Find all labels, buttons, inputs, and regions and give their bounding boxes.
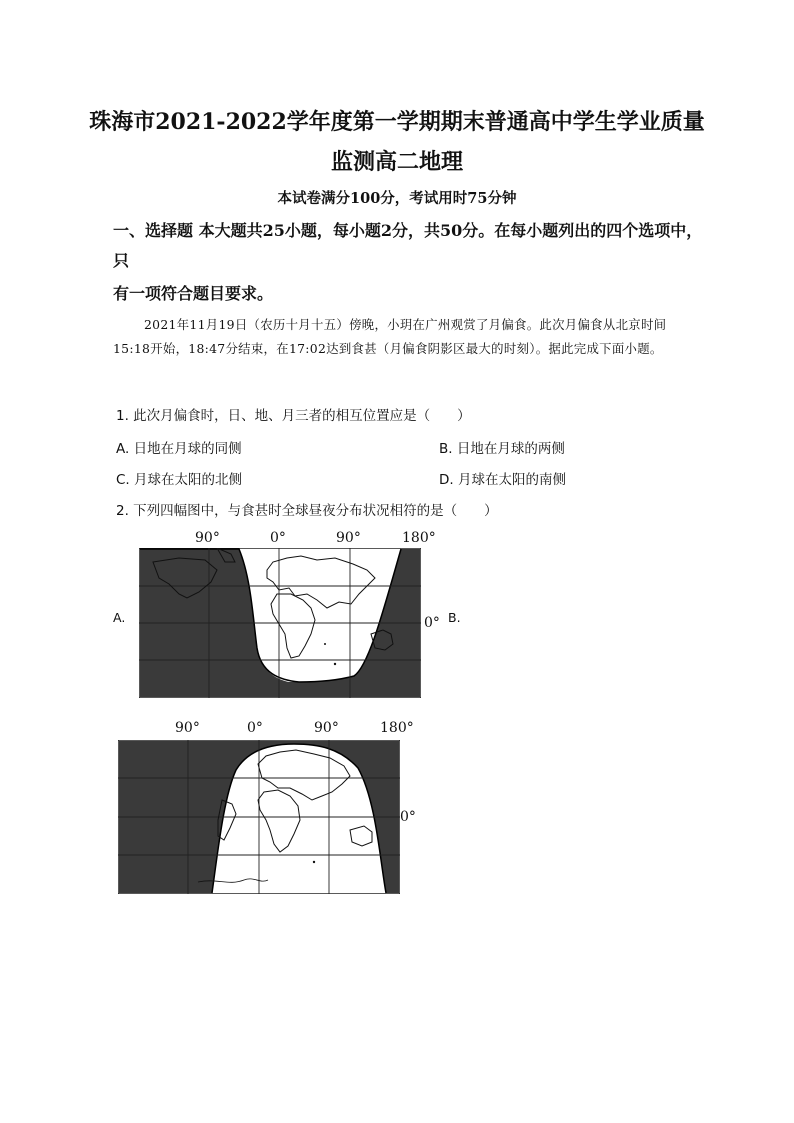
- question-1-option-a[interactable]: A. 日地在月球的同侧: [116, 441, 242, 457]
- exam-title-line1: 珠海市2021-2022学年度第一学期期末普通高中学生学业质量: [89, 109, 705, 135]
- map-a-option-label[interactable]: A.: [113, 610, 126, 625]
- map-a-lon-label-90e: 90°: [336, 530, 361, 546]
- map-b-lon-label-90w: 90°: [175, 720, 200, 736]
- map-b-dots: [313, 861, 315, 863]
- map-b-lon-label-0: 0°: [247, 720, 263, 736]
- reading-passage: 2021年11月19日（农历十月十五）傍晚，小玥在广州观赏了月偏食。此次月偏食从北京时间15:18开始，18:47分结束，在17:02达到食甚（月偏食阴影区最大的时刻）。据此完成下面小题。: [113, 317, 667, 357]
- section-instruction-line1: 一、选择题 本大题共25小题，每小题2分，共50分。在每小题列出的四个选项中，: [113, 221, 703, 240]
- section-instruction-line2: 只: [113, 251, 130, 270]
- map-a-lon-label-0: 0°: [270, 530, 286, 546]
- map-a-lon-label-180: 180°: [402, 530, 436, 546]
- map-b-equator-label: 0°: [400, 809, 416, 825]
- map-b-lon-label-180: 180°: [380, 720, 414, 736]
- day-night-map-a[interactable]: [139, 548, 421, 698]
- section-instruction-line3: 有一项符合题目要求。: [113, 284, 274, 303]
- map-a-lon-label-90w: 90°: [195, 530, 220, 546]
- question-1-option-c[interactable]: C. 月球在太阳的北侧: [116, 472, 243, 488]
- question-1-option-b[interactable]: B. 日地在月球的两侧: [439, 441, 565, 457]
- map-b-option-label[interactable]: B.: [448, 610, 461, 625]
- exam-subtitle: 本试卷满分100分，考试用时75分钟: [277, 190, 517, 207]
- day-night-map-b[interactable]: [118, 740, 400, 894]
- exam-title-line2: 监测高二地理: [330, 149, 463, 175]
- map-b-lon-label-90e: 90°: [314, 720, 339, 736]
- question-2-stem: 2. 下列四幅图中，与食甚时全球昼夜分布状况相符的是（ ）: [116, 503, 498, 519]
- question-1-option-d[interactable]: D. 月球在太阳的南侧: [439, 472, 566, 488]
- map-a-equator-label: 0°: [424, 615, 440, 631]
- question-1-stem: 1. 此次月偏食时，日、地、月三者的相互位置应是（ ）: [116, 408, 471, 424]
